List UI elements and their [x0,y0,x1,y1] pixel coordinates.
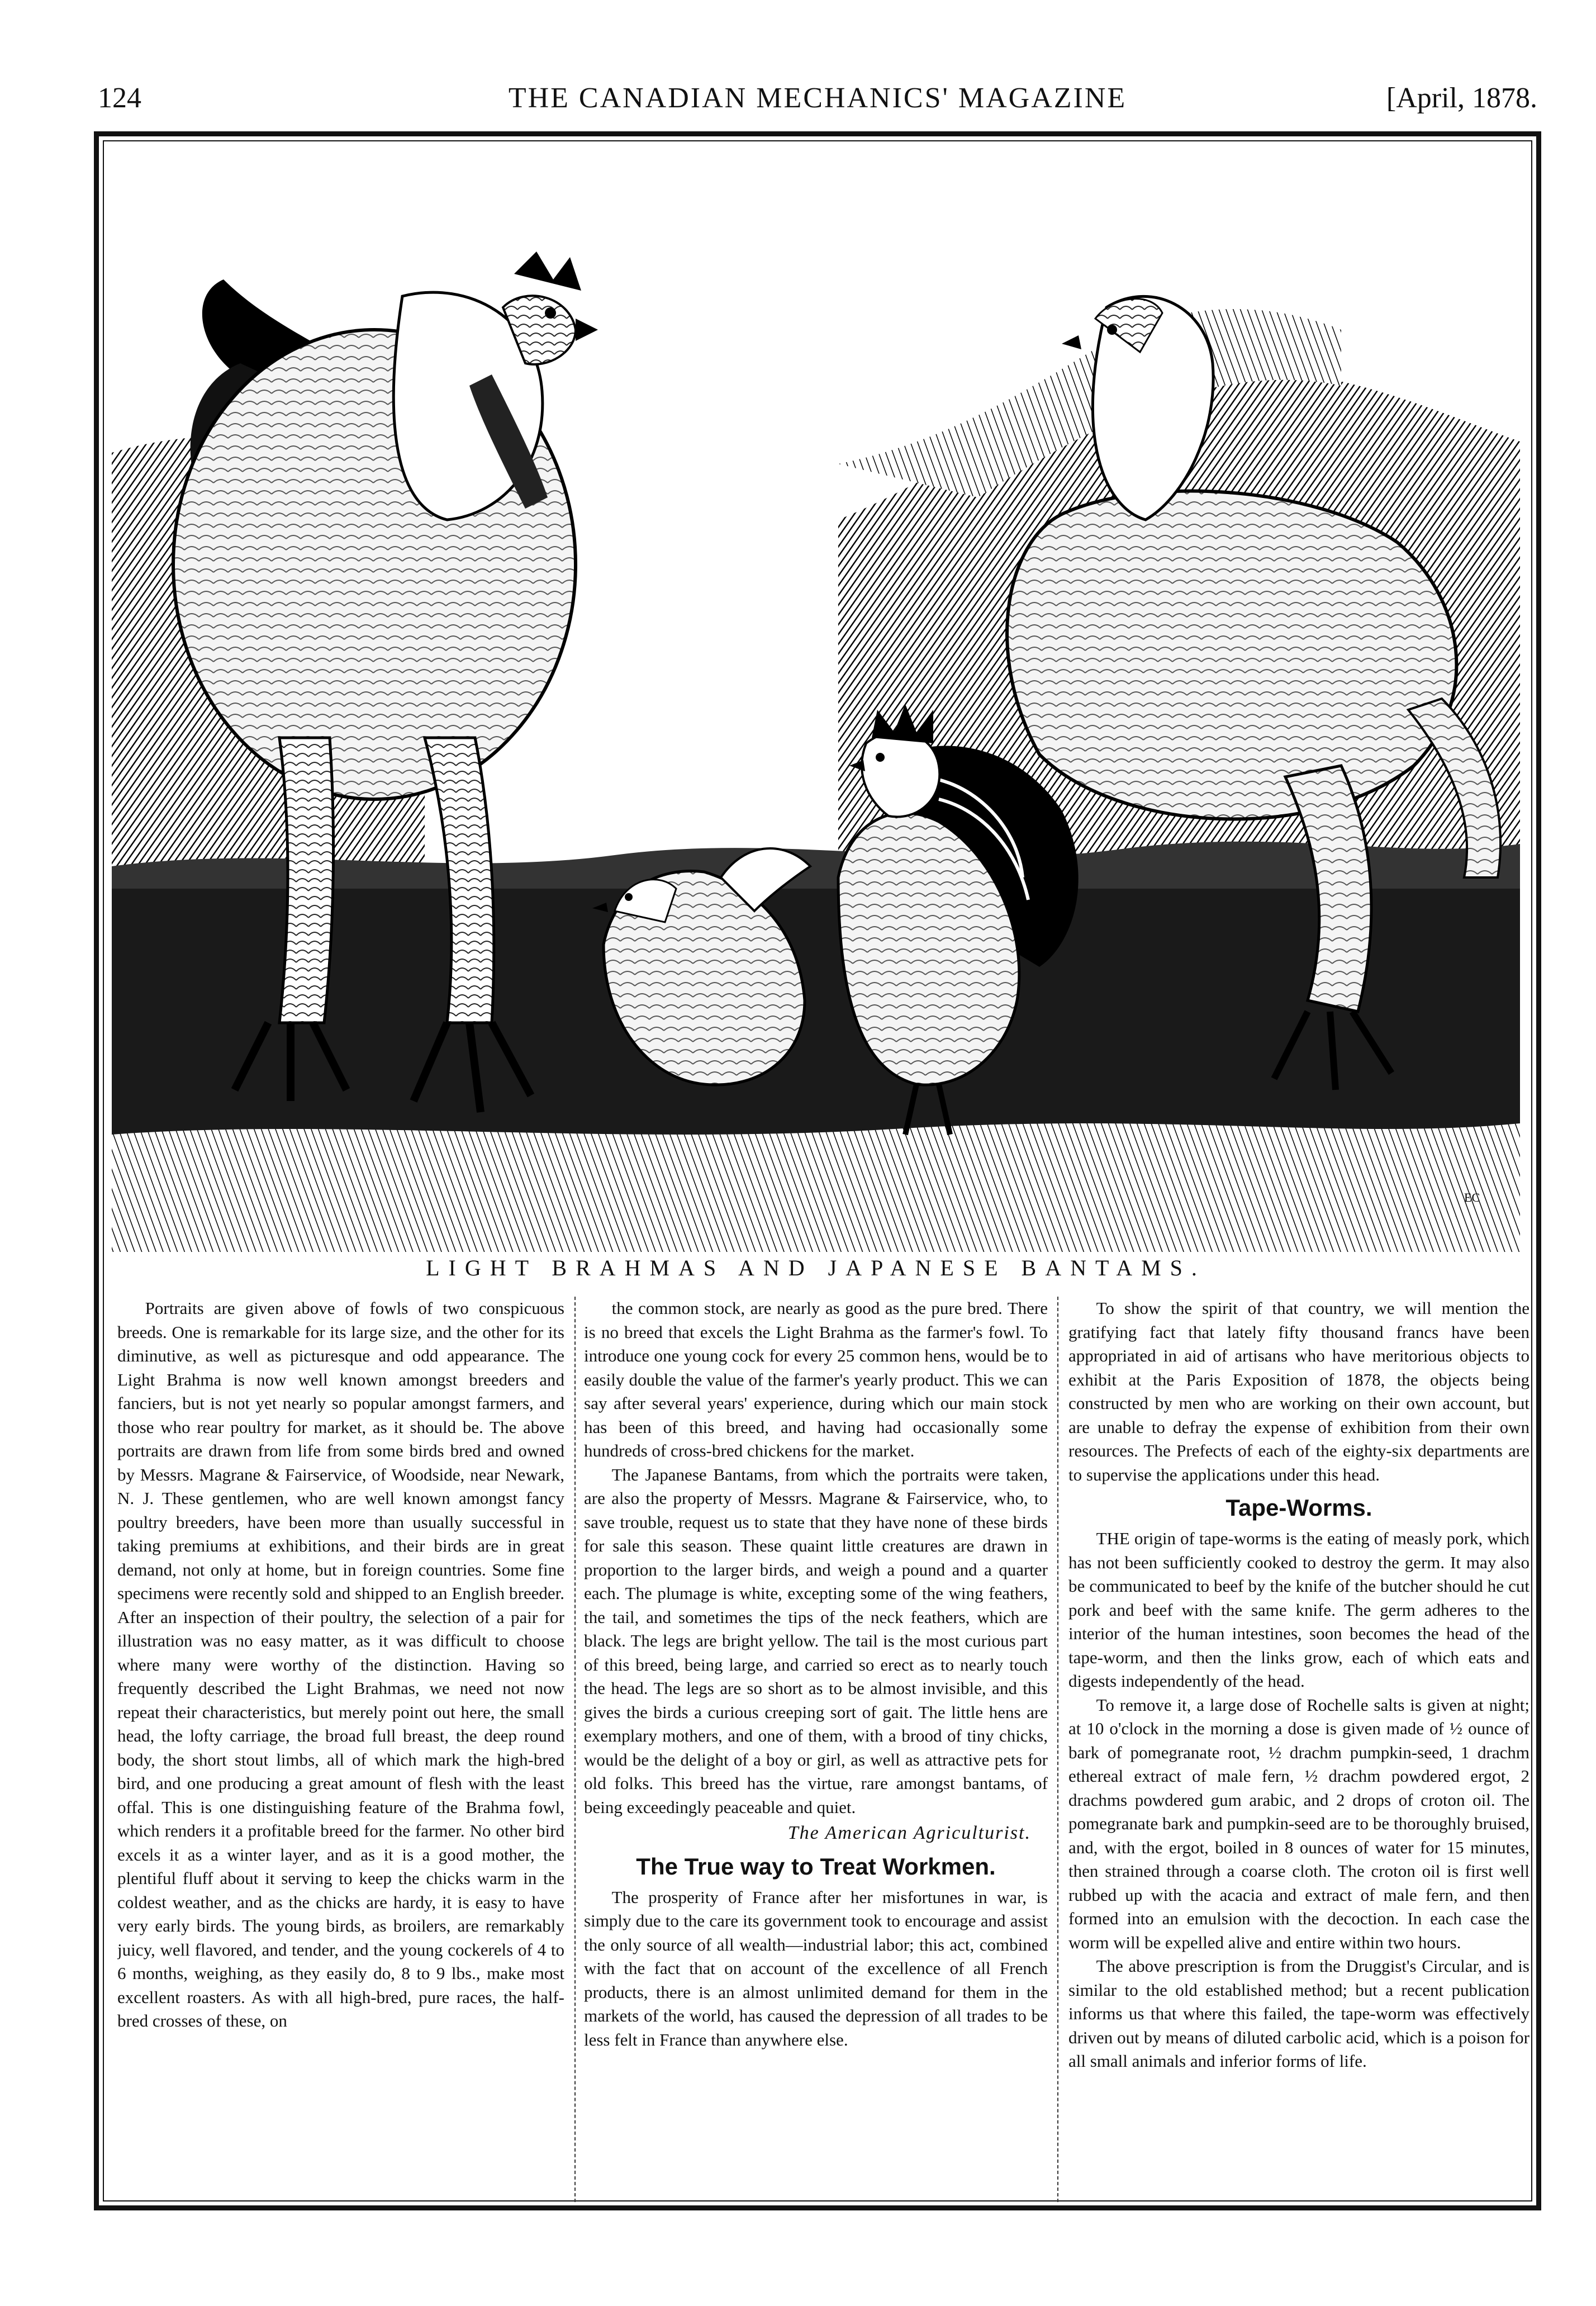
engraver-mark: EC [1464,1190,1480,1204]
issue-date: [April, 1878. [1386,82,1537,114]
column-1 [117,1297,564,2205]
heading-workmen: The True way to Treat Workmen. [636,1853,996,1880]
page-header [98,84,1537,123]
engraving-svg [112,151,1520,1252]
paragraph-bantams: The Japanese Bantams, from which the portraits were taken, are also the property of Messrs. Magrane & Fairservice, who, to save trouble, request us to state that they have none of these birds for sale this season. These quaint little creatures are drawn in proportion to the larger birds, and weigh a pound and a quarter each. The plumage is white, excepting some of the wing feathers, the tail, and sometimes the tips of the neck feathers, which are black. The legs are bright yellow. The tail is the most curious part of this breed, being large, and carried so erect as to nearly touch the head. The legs are so short as to be almost invisible, and this gives the birds a curious creeping sort of gait. The little hens are exemplary mothers, and one of them, with a brood of tiny chicks, would be the delight of a boy or girl, as well as attractive pets for old folks. This breed has the virtue, rare amongst bantams, of being exceedingly peaceable and quiet. [584,1464,1048,1817]
paragraph-exposition: To show the spirit of that country, we will mention the gratifying fact that lately fifty thousand francs have been appropriated in aid of artisans who have meritorious objects to exhibit at the Paris Exposition of 1878, the objects being constructed by men who are working on their own account, but are unable to defray the expense of exhibition from their own resources. The Prefects of each of the eighty-six departments are to supervise the applications under this head. [1068,1298,1530,1484]
paragraph-brahmas-cont: the common stock, are nearly as good as the pure bred. There is no breed that excels the Light Brahma as the farmer's fowl. To introduce one young cock for every 25 common hens, would be to easily double the value of the farmer's yearly product. This we can say after several years' experience, during which our main stock has been of this breed, and having had occasionally some hundreds of cross-bred chickens for the market. [584,1298,1048,1460]
paragraph-tape-worm-source: The above prescription is from the Druggist's Circular, and is similar to the old established method; but a recent publication informs us that where this failed, the tape-worm was effectively driven out by means of diluted carbolic acid, which is a poison for all small animals and inferior forms of life. [1068,1956,1530,2071]
paragraph-workmen: The prosperity of France after her misfortunes in war, is simply due to the care its government took to encourage and assist the only source of all wealth—industrial labor; this act, combined with the fact that on account of the excellence of all French products, there is an almost unlimited demand for them in the markets of the world, has caused the depression of all trades to be less felt in France than anywhere else. [584,1887,1048,2049]
chickens-engraving [112,151,1520,1252]
illustration-caption: LIGHT BRAHMAS AND JAPANESE BANTAMS. [426,1255,1206,1280]
paragraph-tape-worm-remedy: To remove it, a large dose of Rochelle salts is given at night; at 10 o'clock in the morning a dose is given made of ½ ounce of bark of pomegranate root, ½ drachm pumpkin-seed, 1 drachm ethereal extract of male fern, ½ drachm powdered ergot, 2 drachms powdered gum arabic, and 2 drops of croton oil. The pomegranate bark and pumpkin-seed are to be thoroughly bruised, and, with the ergot, boiled in 8 ounces of water for 15 minutes, then strained through a coarse cloth. The croton oil is first well rubbed up with the acacia and extract of male fern, and then formed into an emulsion with the decoction. In each case the worm will be expelled alive and entire within two hours. [1068,1695,1530,1952]
heading-tape-worms: Tape-Worms. [1226,1494,1372,1521]
magazine-title: THE CANADIAN MECHANICS' MAGAZINE [508,82,1127,114]
column-rule-1 [574,1297,576,2202]
paragraph-brahmas: Portraits are given above of fowls of two conspicuous breeds. One is remarkable for its large size, and the other for its diminutive, as well as picturesque and odd appearance. The Light Brahma is now well known amongst breeders and fanciers, but is not yet nearly so popular amongst farmers, and those who rear poultry for market, as it should be. The above portraits are drawn from life from some birds bred and owned by Messrs. Magrane & Fairservice, of Woodside, near Newark, N. J. These gentlemen, who are well known amongst fancy poultry breeders, have been more than usually successful in taking premiums at exhibitions, and their birds are in great demand, not only at home, but in foreign countries. Some fine specimens were recently sold and shipped to an English breeder. After an inspection of their poultry, the selection of a pair for illustration was no easy matter, as it was difficult to choose where many were worthy of the distinction. Having so frequently described the Light Brahmas, we need not now repeat their characteristics, but merely point out here, the small head, the lofty carriage, the broad full breast, the deep round body, the short stout limbs, all of which mark the high-bred bird, and one producing a great amount of flesh with the least offal. This is one distinguishing feature of the Brahma fowl, which renders it a profitable breed for the farmer. No other bird excels it as a winter layer, and as it is a good mother, the plentiful fluff about it serving to keep the chicks warm in the coldest weather, and as the chicks are hardy, it is easy to have very early birds. The young birds, as broilers, are remarkably juicy, well flavored, and tender, and the young cockerels of 4 to 6 months, weighing, as they easily do, 8 to 9 lbs., make most excellent roasters. As with all high-bred, pure races, the half-bred crosses of these, on [117,1298,564,2030]
page-number: 124 [98,82,141,114]
column-3 [1068,1297,1530,2205]
column-rule-2 [1057,1297,1058,2202]
column-2 [584,1297,1048,2205]
source-attribution: The American Agriculturist. [787,1823,1031,1843]
paragraph-tape-worm-origin: THE origin of tape-worms is the eating of measly pork, which has not been sufficiently cooked to destroy the germ. It may also be communicated to beef by the knife of the butcher should he cut pork and beef with the same knife. The germ adheres to the interior of the human intestines, soon becomes the head of the tape-worm, and then the links grow, each of which eats and digests independently of the head. [1068,1529,1530,1691]
